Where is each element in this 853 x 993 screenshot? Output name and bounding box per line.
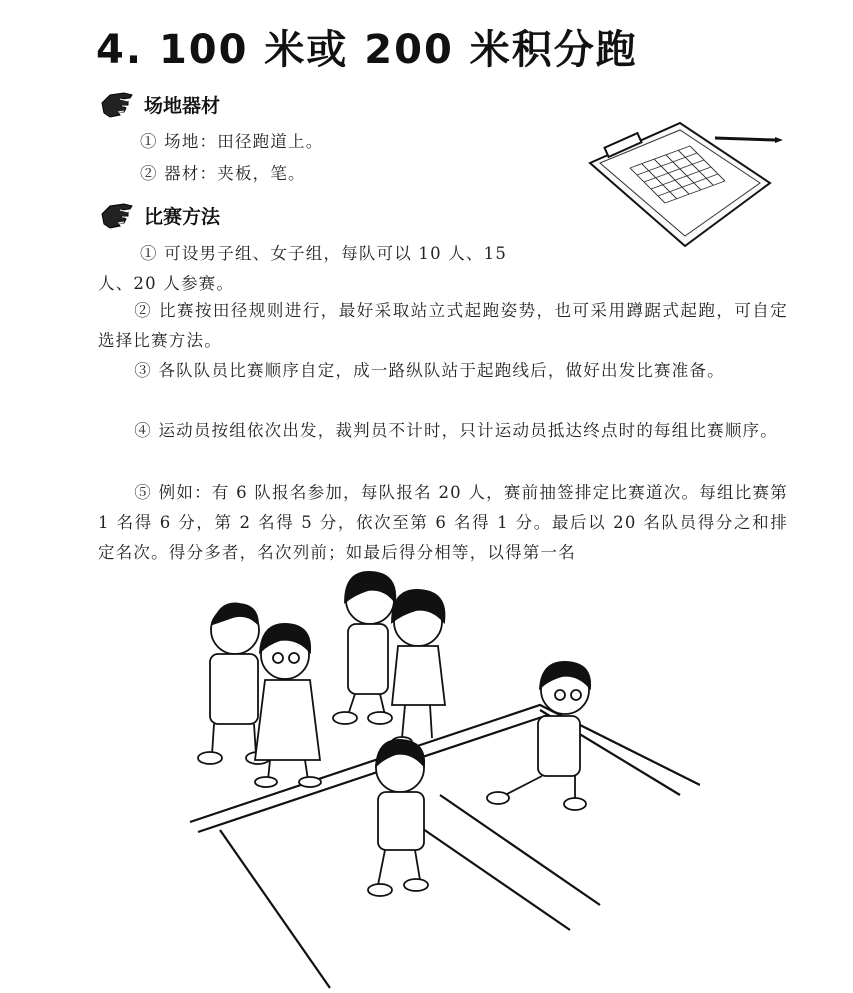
runners-illustration: [180, 560, 700, 990]
method-paragraph-1-line-1: ① 可设男子组、女子组，每队可以 10 人、15: [140, 244, 508, 263]
page-title: 4. 100 米或 200 米积分跑: [96, 27, 638, 73]
method-paragraph-1-line-2: 人、20 人参赛。: [98, 274, 235, 293]
section-heading-method: [100, 198, 220, 232]
equipment-item: ② 器材：夹板，笔。: [140, 164, 306, 183]
section-heading-label: 比赛方法: [144, 205, 221, 228]
pointing-hand-icon: [100, 89, 134, 119]
clipboard-illustration: [585, 118, 785, 258]
method-paragraph-5: ⑤ 例如：有 6 队报名参加，每队报名 20 人，赛前抽签排定比赛道次。每组比赛第 1 名得 6 分，第 2 名得 5 分，依次至第 6 名得 1 分。最后以 20 名队员得分之和排定名次。得分多者，名次列前；如最后得分相等，以得第一名: [98, 483, 788, 562]
equipment-item: ① 场地：田径跑道上。: [140, 132, 324, 151]
section-heading-equipment: [100, 87, 220, 121]
pointing-hand-icon: [100, 200, 134, 230]
section-heading-label: 场地器材: [144, 94, 221, 117]
method-paragraph-3: ③ 各队队员比赛顺序自定，成一路纵队站于起跑线后，做好出发比赛准备。: [134, 361, 725, 380]
method-paragraph-2: ② 比赛按田径规则进行，最好采取站立式起跑姿势，也可采用蹲踞式起跑，可自定选择比赛方法。: [98, 301, 788, 350]
method-paragraph-4: ④ 运动员按组依次出发，裁判员不计时，只计运动员抵达终点时的每组比赛顺序。: [134, 421, 778, 440]
